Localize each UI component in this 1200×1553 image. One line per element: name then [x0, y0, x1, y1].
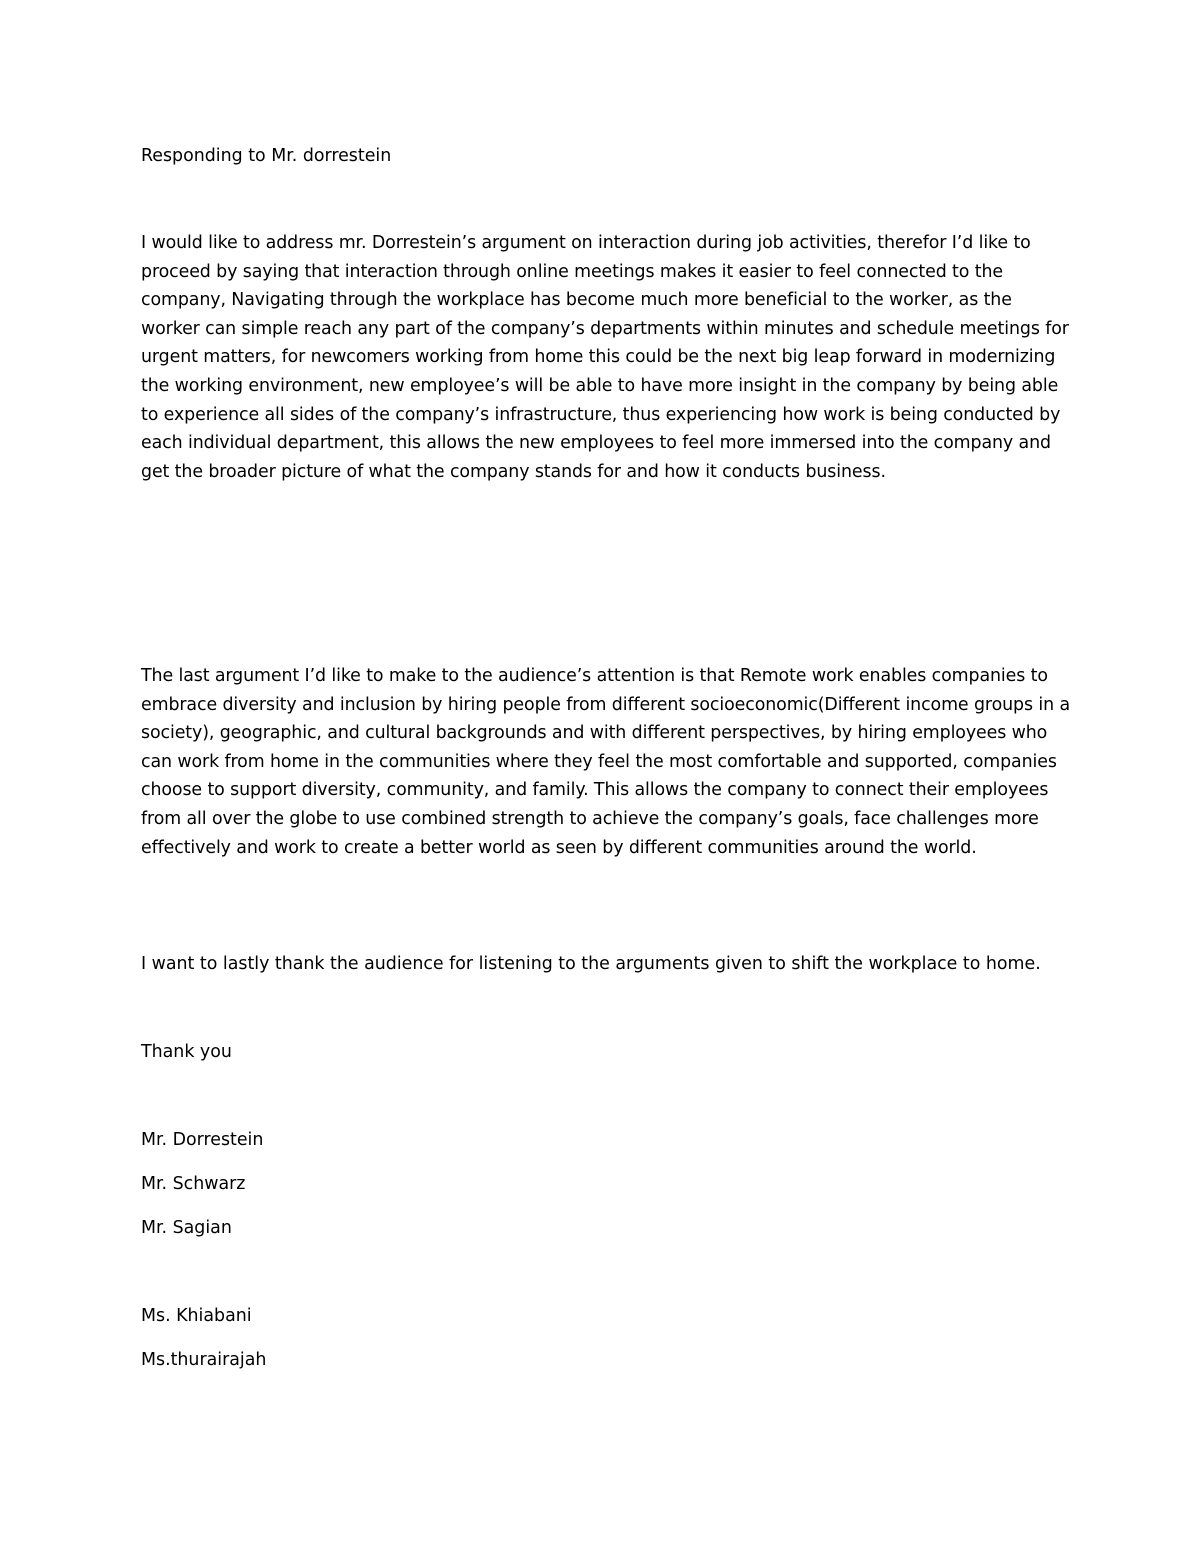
signatory-name: Mr. Dorrestein: [141, 1130, 264, 1150]
signatory-name: Ms.thurairajah: [141, 1350, 267, 1370]
paragraph-thanks-audience: I want to lastly thank the audience for listening to the arguments given to shift the workplace to home.: [141, 954, 1041, 974]
signatory-name: Mr. Schwarz: [141, 1174, 246, 1194]
paragraph-interaction: I would like to address mr. Dorrestein’s argument on interaction during job activities, therefor I’d like to proceed by saying that interaction through online meetings makes it easier to feel connected to the company, Navigating through the workplace has become much more beneficial to the worker, as the worker can simple reach any part of the company’s departments within minutes and schedule meetings for urgent matters, for newcomers working from home this could be the next big leap forward in modernizing the working environment, new employee’s will be able to have more insight in the company by being able to experience all sides of the company’s infrastructure, thus experiencing how work is being conducted by each individual department, this allows the new employees to feel more immersed into the company and get the broader picture of what the company stands for and how it conducts business.: [141, 233, 1069, 482]
closing-text: Thank you: [141, 1042, 232, 1062]
signatory-name: Ms. Khiabani: [141, 1306, 252, 1326]
paragraph-diversity: The last argument I’d like to make to the audience’s attention is that Remote work enables companies to embrace diversity and inclusion by hiring people from different socioeconomic(Different income groups in a society), geographic, and cultural backgrounds and with different perspectives, by hiring employees who can work from home in the communities where they feel the most comfortable and supported, companies choose to support diversity, community, and family. This allows the company to connect their employees from all over the globe to use combined strength to achieve the company’s goals, face challenges more effectively and work to create a better world as seen by different communities around the world.: [141, 666, 1070, 858]
signatory-name: Mr. Sagian: [141, 1218, 232, 1238]
document-title: Responding to Mr. dorrestein: [141, 146, 392, 166]
